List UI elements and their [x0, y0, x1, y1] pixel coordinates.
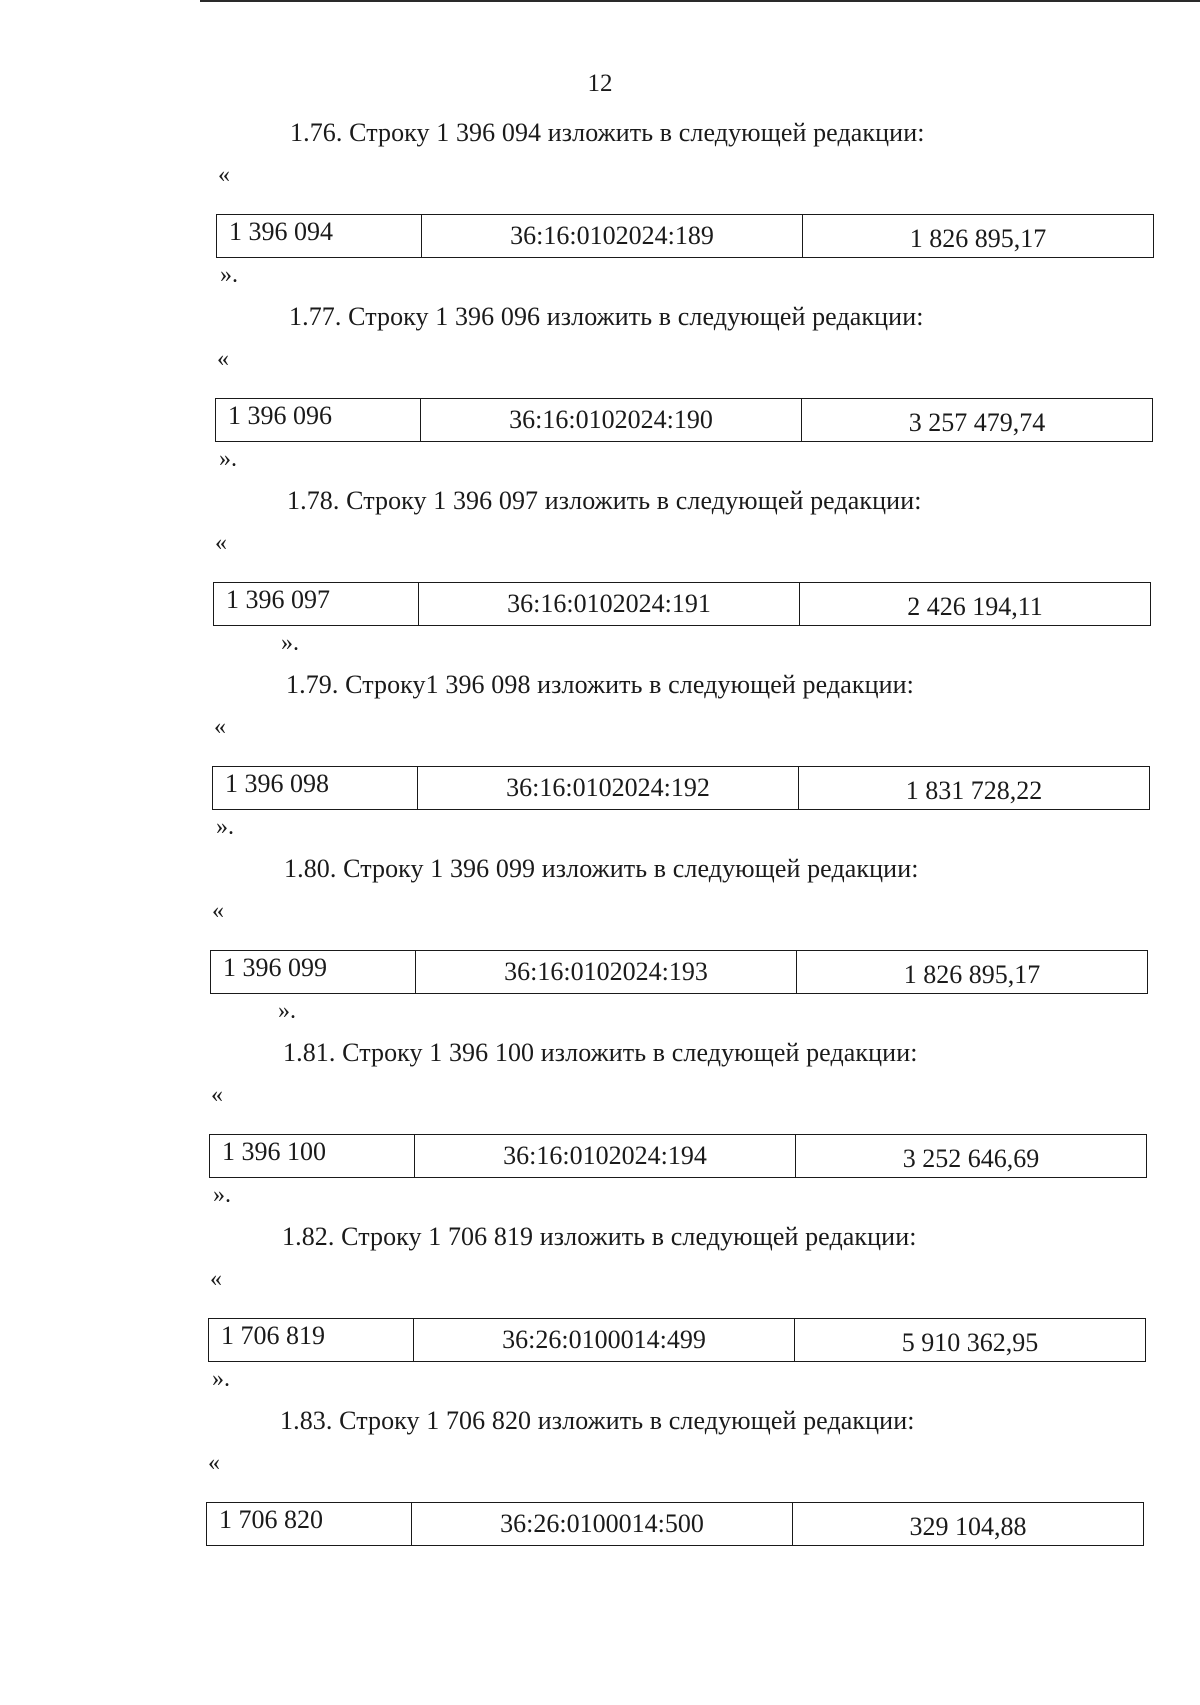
cadastral-number-cell: 36:16:0102024:191 [418, 583, 799, 625]
cadastral-number-cell: 36:16:0102024:193 [415, 951, 796, 993]
close-quote: ». [212, 1366, 230, 1392]
cadastral-value-cell: 3 252 646,69 [795, 1135, 1146, 1177]
amendment-heading: 1.83. Строку 1 706 820 изложить в следующей редакции: [280, 1406, 915, 1435]
amendment-heading: 1.82. Строку 1 706 819 изложить в следующей редакции: [282, 1222, 917, 1251]
open-quote: « [218, 162, 230, 188]
close-quote: ». [219, 446, 237, 472]
open-quote: « [208, 1450, 220, 1476]
open-quote: « [211, 1082, 223, 1108]
row-number-cell: 1 396 097 [226, 585, 330, 614]
amendment-heading: 1.77. Строку 1 396 096 изложить в следующей редакции: [289, 302, 924, 331]
cadastral-value-cell: 1 826 895,17 [802, 215, 1153, 257]
cadastral-value-cell: 5 910 362,95 [794, 1319, 1145, 1361]
open-quote: « [210, 1266, 222, 1292]
amendment-heading: 1.76. Строку 1 396 094 изложить в следующей редакции: [290, 118, 925, 147]
table-row [215, 398, 1153, 442]
cadastral-number-cell: 36:16:0102024:189 [421, 215, 802, 257]
close-quote: ». [216, 814, 234, 840]
row-number-cell: 1 396 099 [223, 953, 327, 982]
close-quote: ». [278, 998, 296, 1024]
row-number-cell: 1 396 098 [225, 769, 329, 798]
table-row [208, 1318, 1146, 1362]
close-quote: ». [220, 262, 238, 288]
table-row [212, 766, 1150, 810]
open-quote: « [212, 898, 224, 924]
table-row [213, 582, 1151, 626]
close-quote: ». [281, 630, 299, 656]
cadastral-value-cell: 1 826 895,17 [796, 951, 1147, 993]
page-number: 12 [587, 70, 613, 97]
cadastral-number-cell: 36:16:0102024:192 [417, 767, 798, 809]
page-top-edge [200, 0, 1200, 2]
amendment-heading: 1.79. Строку1 396 098 изложить в следующей редакции: [286, 670, 914, 699]
cadastral-value-cell: 329 104,88 [792, 1503, 1143, 1545]
cadastral-number-cell: 36:16:0102024:190 [420, 399, 801, 441]
cadastral-number-cell: 36:16:0102024:194 [414, 1135, 795, 1177]
open-quote: « [215, 530, 227, 556]
row-number-cell: 1 706 819 [221, 1321, 325, 1350]
row-number-cell: 1 706 820 [219, 1505, 323, 1534]
amendment-heading: 1.78. Строку 1 396 097 изложить в следующей редакции: [287, 486, 922, 515]
amendment-heading: 1.81. Строку 1 396 100 изложить в следующей редакции: [283, 1038, 918, 1067]
close-quote: ». [213, 1182, 231, 1208]
row-number-cell: 1 396 094 [229, 217, 333, 246]
cadastral-value-cell: 1 831 728,22 [798, 767, 1149, 809]
table-row [209, 1134, 1147, 1178]
table-row [216, 214, 1154, 258]
row-number-cell: 1 396 096 [228, 401, 332, 430]
open-quote: « [214, 714, 226, 740]
table-row [210, 950, 1148, 994]
row-number-cell: 1 396 100 [222, 1137, 326, 1166]
cadastral-number-cell: 36:26:0100014:499 [413, 1319, 794, 1361]
cadastral-number-cell: 36:26:0100014:500 [411, 1503, 792, 1545]
open-quote: « [217, 346, 229, 372]
table-row [206, 1502, 1144, 1546]
amendment-heading: 1.80. Строку 1 396 099 изложить в следующей редакции: [284, 854, 919, 883]
cadastral-value-cell: 3 257 479,74 [801, 399, 1152, 441]
cadastral-value-cell: 2 426 194,11 [799, 583, 1150, 625]
